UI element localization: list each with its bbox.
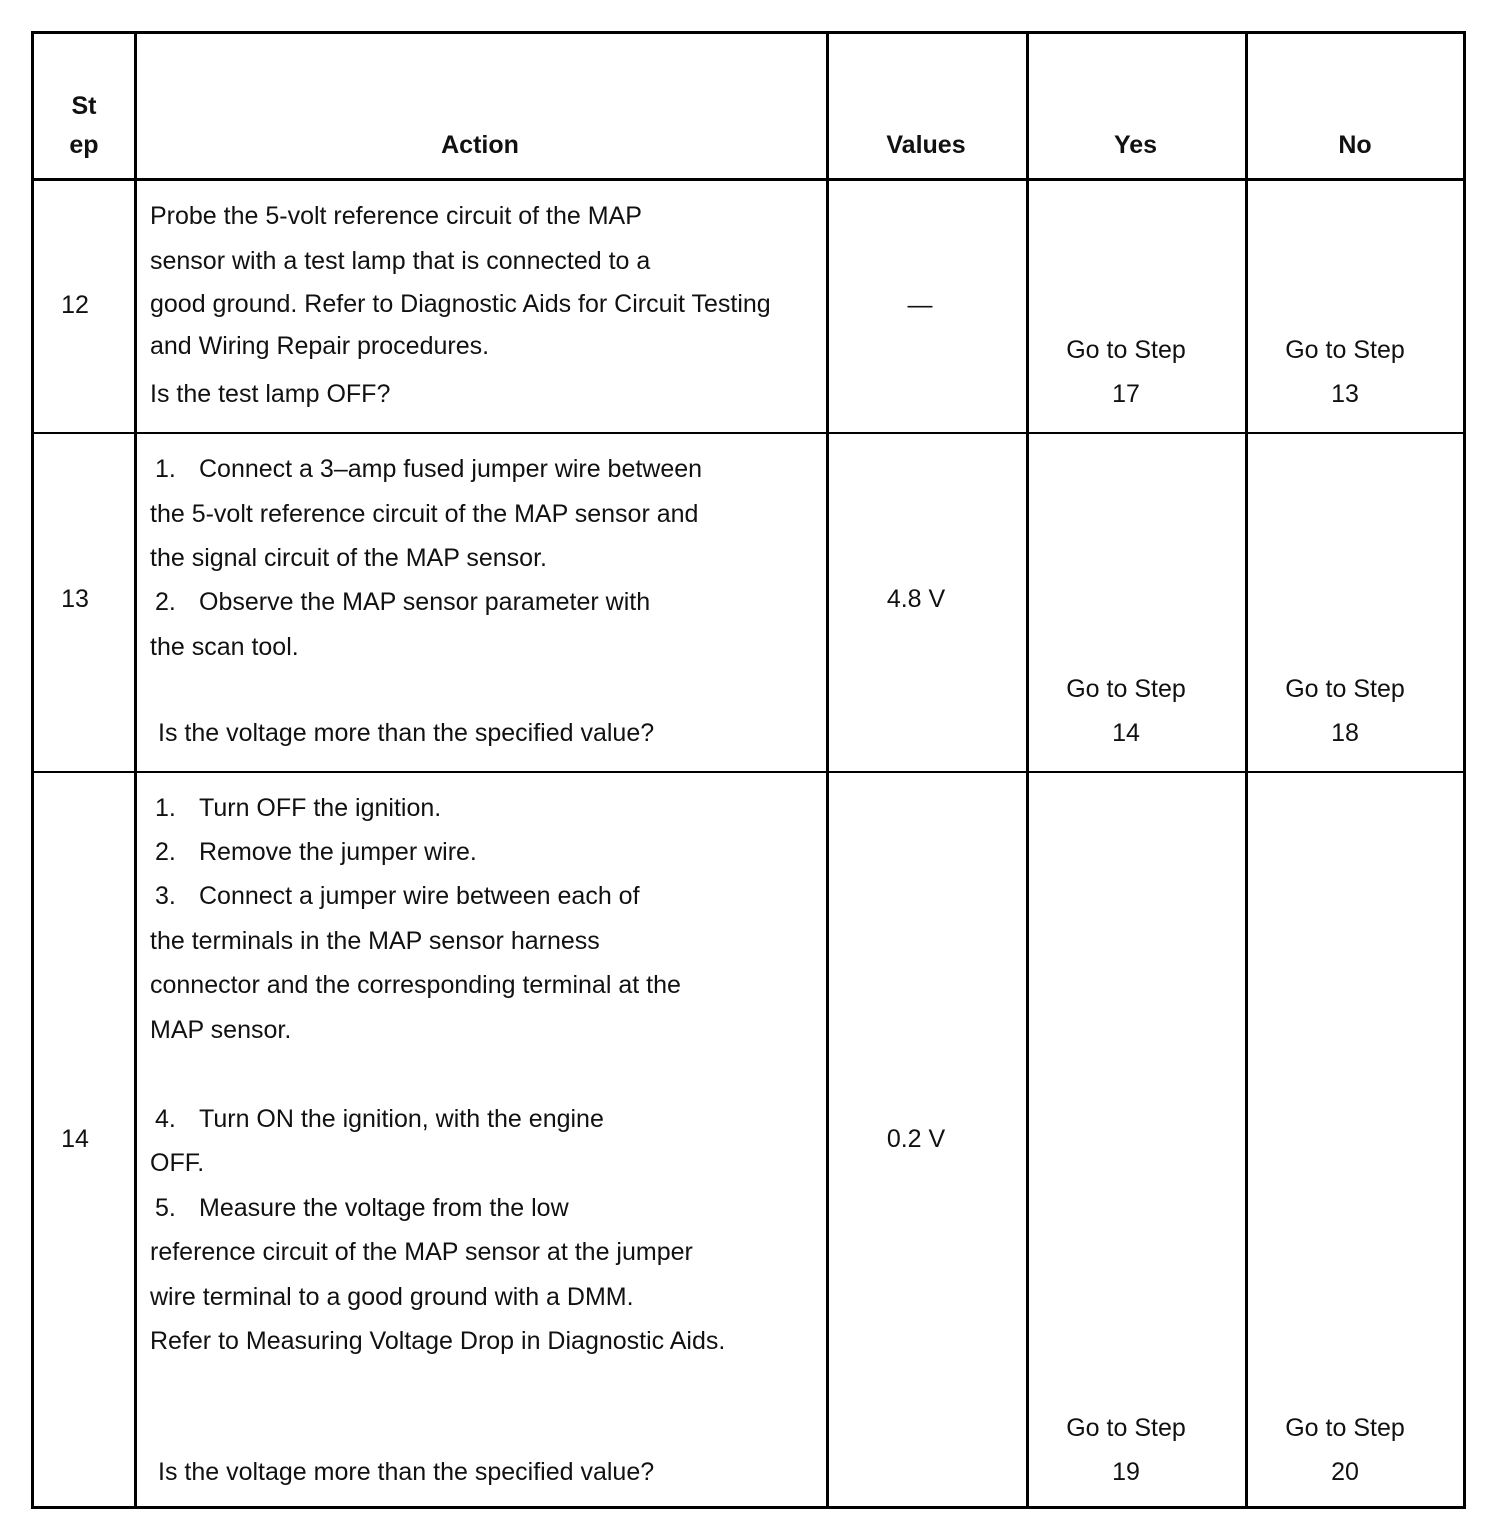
row-divider: [34, 432, 1463, 434]
column-divider: [826, 34, 829, 1506]
header-values: Values: [886, 131, 966, 159]
action-line: connector and the corresponding terminal at the: [150, 971, 681, 999]
action-line: and Wiring Repair procedures.: [150, 332, 490, 360]
action-line: OFF.: [150, 1149, 205, 1177]
action-line: 1. Turn OFF the ignition.: [150, 786, 441, 830]
item-number: 5.: [155, 1194, 176, 1222]
no-goto-step: 18: [1331, 719, 1359, 747]
action-line: wire terminal to a good ground with a DMM.: [150, 1283, 634, 1311]
action-question: Is the voltage more than the specified value?: [158, 1458, 655, 1486]
action-line: 4. Turn ON the ignition, with the engine: [150, 1097, 604, 1141]
yes-goto-step: 17: [1112, 380, 1140, 408]
header-yes: Yes: [1113, 131, 1158, 159]
action-line: Probe the 5-volt reference circuit of the MAP: [150, 202, 642, 230]
item-number: 2.: [155, 838, 176, 866]
value-cell: 0.2 V: [886, 1125, 946, 1153]
value-cell: 4.8 V: [886, 585, 946, 613]
action-line: the 5-volt reference circuit of the MAP sensor and: [150, 500, 699, 528]
no-goto: Go to Step: [1285, 675, 1405, 703]
yes-goto: Go to Step: [1066, 675, 1186, 703]
item-number: 2.: [155, 588, 176, 616]
action-question: Is the voltage more than the specified value?: [158, 719, 655, 747]
action-line: good ground. Refer to Diagnostic Aids for Circuit Testing: [150, 290, 771, 318]
yes-goto-step: 14: [1112, 719, 1140, 747]
no-goto-step: 20: [1331, 1458, 1359, 1486]
no-goto: Go to Step: [1285, 1414, 1405, 1442]
no-goto: Go to Step: [1285, 336, 1405, 364]
value-cell: —: [907, 291, 933, 319]
item-number: 1.: [155, 794, 176, 822]
header-action: Action: [441, 131, 519, 159]
column-divider: [134, 34, 137, 1506]
step-number: 13: [61, 585, 89, 613]
item-number: 4.: [155, 1105, 176, 1133]
action-line: reference circuit of the MAP sensor at the jumper: [150, 1238, 693, 1266]
header-step-line1: St: [71, 92, 97, 120]
item-number: 1.: [155, 455, 176, 483]
header-no: No: [1338, 131, 1372, 159]
action-line: the scan tool.: [150, 633, 299, 661]
yes-goto-step: 19: [1112, 1458, 1140, 1486]
row-divider: [34, 178, 1463, 181]
action-line: sensor with a test lamp that is connected to a: [150, 247, 651, 275]
action-line: MAP sensor.: [150, 1016, 292, 1044]
item-number: 3.: [155, 882, 176, 910]
step-number: 12: [61, 291, 89, 319]
no-goto-step: 13: [1331, 380, 1359, 408]
action-line: 1. Connect a 3–amp fused jumper wire between: [150, 447, 702, 491]
action-line: the signal circuit of the MAP sensor.: [150, 544, 547, 572]
action-line: 3. Connect a jumper wire between each of: [150, 874, 640, 918]
column-divider: [1026, 34, 1029, 1506]
action-line: 2. Observe the MAP sensor parameter with: [150, 580, 650, 624]
action-line: 5. Measure the voltage from the low: [150, 1186, 569, 1230]
column-divider: [1245, 34, 1248, 1506]
row-divider: [34, 771, 1463, 773]
step-number: 14: [61, 1125, 89, 1153]
yes-goto: Go to Step: [1066, 336, 1186, 364]
yes-goto: Go to Step: [1066, 1414, 1186, 1442]
action-line: Refer to Measuring Voltage Drop in Diagnostic Aids.: [150, 1327, 726, 1355]
action-question: Is the test lamp OFF?: [150, 380, 391, 408]
header-step-line2: ep: [69, 131, 99, 159]
action-line: the terminals in the MAP sensor harness: [150, 927, 600, 955]
action-line: 2. Remove the jumper wire.: [150, 830, 477, 874]
